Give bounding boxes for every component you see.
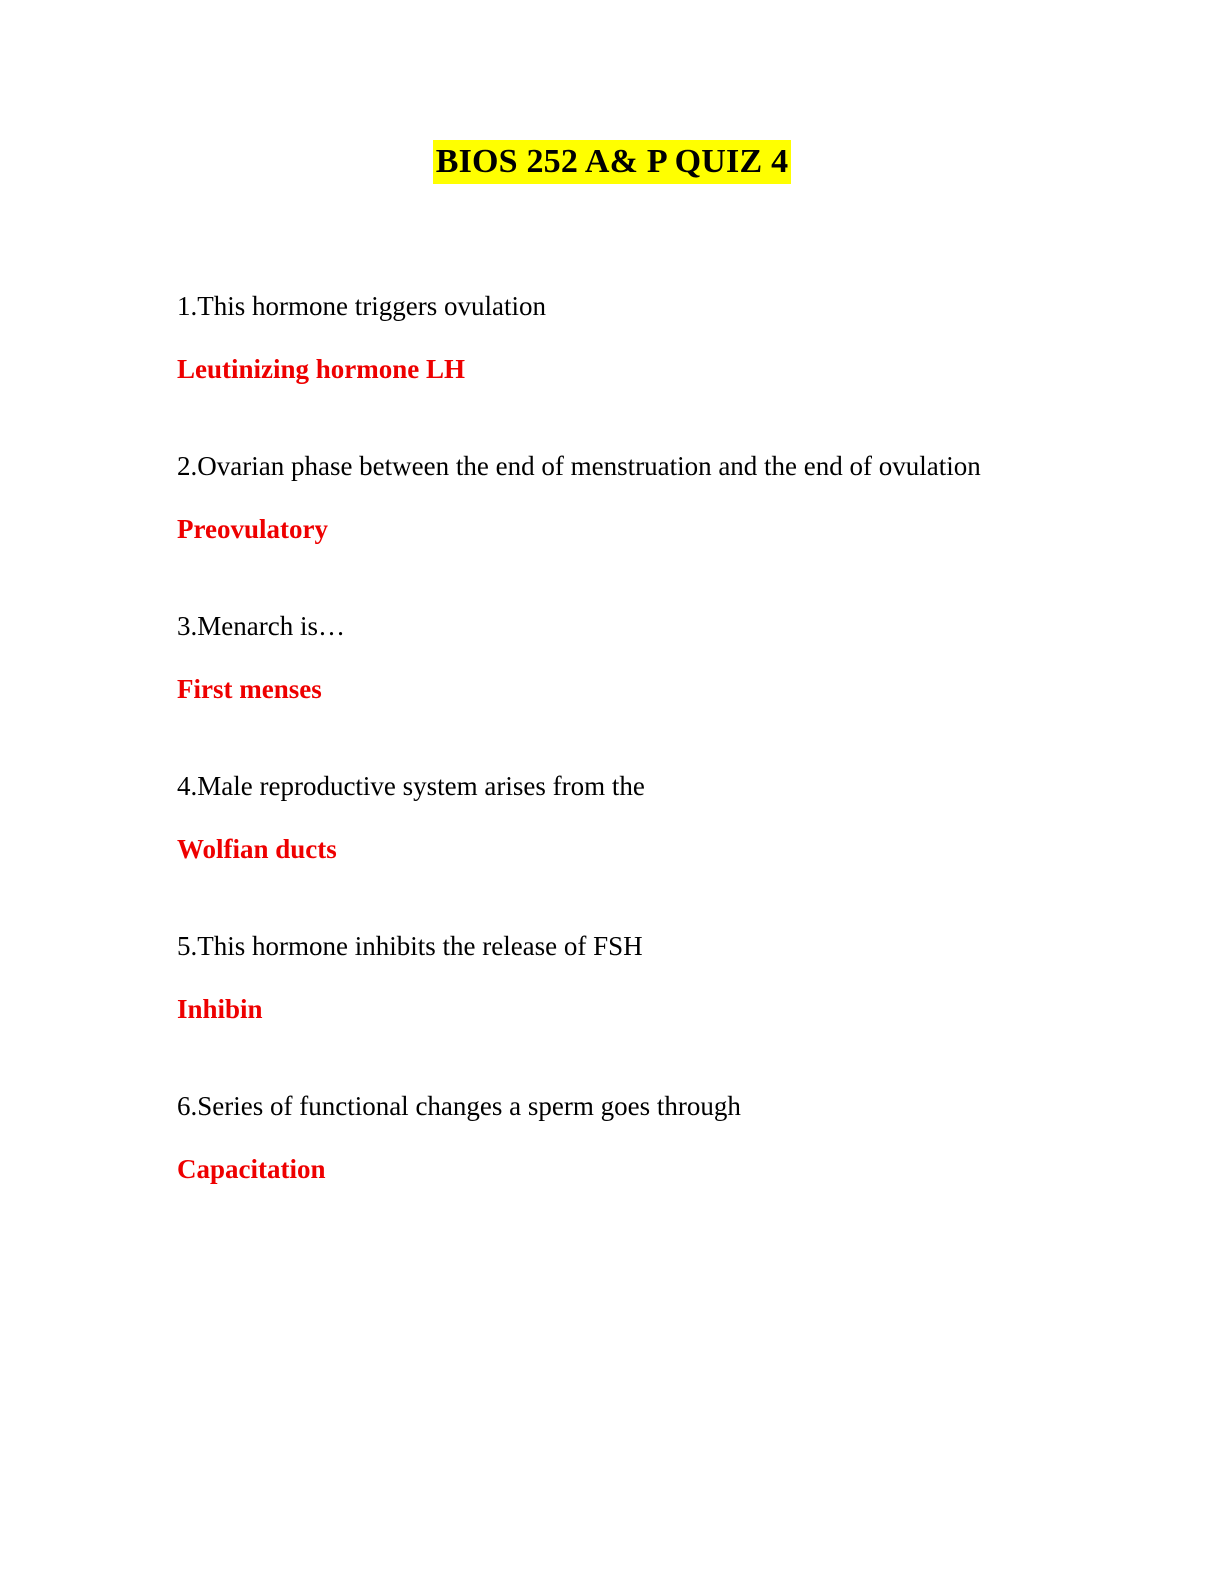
question-text: 5.This hormone inhibits the release of FSH — [177, 931, 643, 961]
answer-text: Preovulatory — [177, 514, 328, 544]
question-text: 1.This hormone triggers ovulation — [177, 291, 546, 321]
answer-text: Capacitation — [177, 1154, 326, 1184]
quiz-question-list — [177, 290, 1177, 1185]
quiz-item — [177, 450, 1177, 545]
quiz-item — [177, 930, 1177, 1025]
quiz-item — [177, 770, 1177, 865]
answer-text: Wolfian ducts — [177, 834, 337, 864]
answer-text: Leutinizing hormone LH — [177, 354, 466, 384]
question-text: 6.Series of functional changes a sperm goes through — [177, 1091, 741, 1121]
quiz-item — [177, 1090, 1177, 1185]
question-text: 3.Menarch is… — [177, 611, 345, 641]
quiz-item — [177, 290, 1177, 385]
answer-text: First menses — [177, 674, 322, 704]
question-text: 4.Male reproductive system arises from the — [177, 771, 645, 801]
document-title-block — [0, 140, 1224, 184]
quiz-item — [177, 610, 1177, 705]
answer-text: Inhibin — [177, 994, 263, 1024]
page-title: BIOS 252 A& P QUIZ 4 — [433, 140, 792, 184]
question-text: 2.Ovarian phase between the end of menstruation and the end of ovulation — [177, 451, 981, 481]
